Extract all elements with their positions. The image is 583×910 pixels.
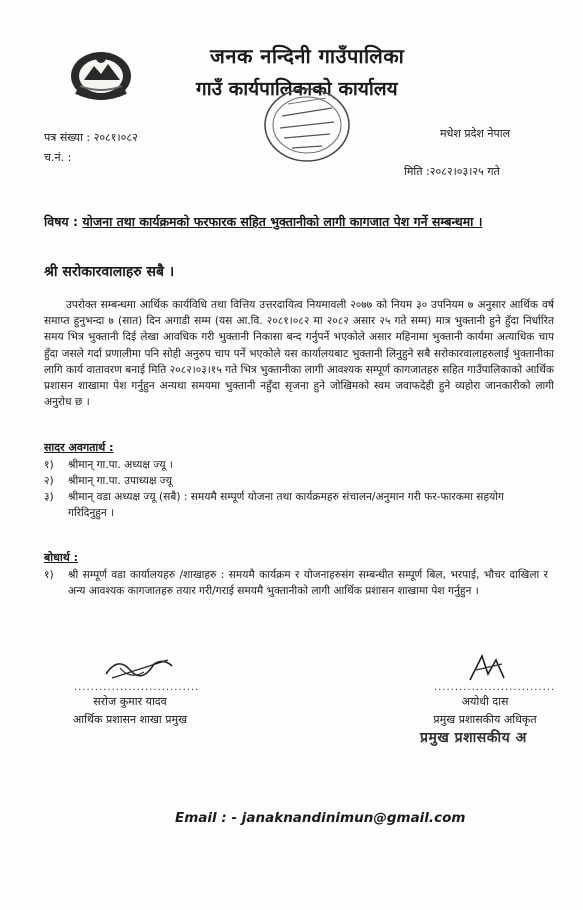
right-signature-line: ............................. (434, 682, 556, 693)
salutation: श्री सरोकारवालाहरु सबै । (44, 264, 175, 280)
cc-section (44, 440, 554, 521)
subject-label: विषय : (44, 214, 79, 229)
right-handwritten-signature (462, 650, 512, 686)
cc-item-text: श्रीमान् गा.पा. उपाध्यक्ष ज्यू (68, 475, 173, 487)
cc-item-text: श्रीमान् गा.पा. अध्यक्ष ज्यू । (68, 459, 173, 471)
letter-date: मिति :२०८२।०३।२५ गते (404, 165, 500, 178)
info-item-text: श्री सम्पूर्ण वडा कार्यालयहरु /शाखाहरु : समयमै कार्यक्रम र योजनाहरुसंग सम्बन्धीत सम्पूर्ण बिल, भरपाई, भौचर दाखिला र अन्य आवश्यक कागजातहरु तयार गरी/गराई समयमै भुक्तानीको लागी आर्थिक प्रशासन शाखामा पेश गर्नुहुन । (68, 569, 548, 597)
info-title: बोधार्थ : (44, 551, 79, 564)
cc-title: सादर अवगतार्थ : (44, 441, 114, 454)
body-paragraph: उपरोक्त सम्बन्धमा आर्थिक कार्यविधि तथा वित्तिय उत्तरदायित्व नियमावली २०७७ को नियम ३० उपनियम ७ अनुसार आर्थिक वर्ष समाप्त हुनुभन्दा ७ (सात) दिन अगाडी सम्म (यस आ.वि. २०८१।०८२ मा २०८२ असार २५ गते सम्म) मात्र भुक्तानी हुने हुँदा निर्धारित समय भित्र भुक्तानी दिई लेखा आवधिक गरी भुक्तानी निकासा बन्द गर्नुपर्ने भएकोले असार महिनामा भुक्तानी कार्यमा अत्याधिक चाप हुँदा जसले गर्दा प्रणालीमा पनि सोही अनुरुप चाप पर्ने भएकोले यस कार्यालयबाट भुक्तानी लिनुहुने सबै सरोकारवालाहरुलाई भुक्तानीका लागि कार्य वातावरण बनाई मिति २०८२।०३।१५ गते भित्र भुक्तानीका लागी आवश्यक सम्पूर्ण कागजातहरु सहित गाउँपालिकाको आर्थिक प्रशासन शाखामा पेश गर्नुहुन अन्यथा समयमा भुक्तानी नहुँदा सृजना हुने जोखिमको स्वम जवाफदेही हुने व्यहोरा जानकारीको लागी अनुरोध छ । (44, 299, 554, 409)
office-stamp (262, 86, 352, 164)
info-item (44, 567, 554, 599)
right-title-stamp: प्रमुख प्रशासकीय अ (420, 730, 527, 746)
subject-line (44, 213, 483, 230)
cc-item-number: १) (44, 459, 54, 471)
office-name: गाउँ कार्यपालिकाको कार्यालय (196, 78, 398, 100)
dispatch-number: च.नं. : (44, 151, 72, 164)
nepal-emblem-icon (66, 46, 136, 104)
left-handwritten-signature (100, 650, 180, 684)
cc-item-number: ३) (44, 491, 54, 503)
left-signatory-title: आर्थिक प्रशासन शाखा प्रमुख (72, 713, 188, 726)
cc-item (44, 489, 554, 521)
left-signature-line: .............................. (74, 682, 200, 693)
info-item-number: १) (44, 569, 54, 581)
cc-item-number: २) (44, 475, 54, 487)
subject-text: योजना तथा कार्यक्रमको फरफारक सहित भुक्तानीको लागी कागजात पेश गर्ने सम्बन्धमा । (82, 214, 483, 229)
cc-item (44, 457, 554, 473)
right-signatory-title: प्रमुख प्रशासकीय अधिकृत (433, 713, 537, 726)
letter-number: पत्र संख्या : २०८१।०८२ (44, 131, 138, 144)
right-signatory-name: अयोधी दास (461, 695, 509, 708)
org-name: जनक नन्दिनी गाउँपालिका (210, 44, 405, 68)
left-signatory-name: सरोज कुमार यादव (93, 695, 167, 708)
footer-email: Email : - janaknandinimun@gmail.com (175, 810, 466, 826)
cc-item-text: श्रीमान् वडा अध्यक्ष ज्यू (सबै) : समयमै सम्पूर्ण योजना तथा कार्यक्रमहरु संचालन/अनुमान गरी फर-फारकमा सहयोग गरिदिनुहुन । (68, 491, 504, 519)
cc-item (44, 473, 554, 489)
info-section (44, 550, 554, 599)
province-label: मधेश प्रदेश नेपाल (440, 127, 511, 140)
